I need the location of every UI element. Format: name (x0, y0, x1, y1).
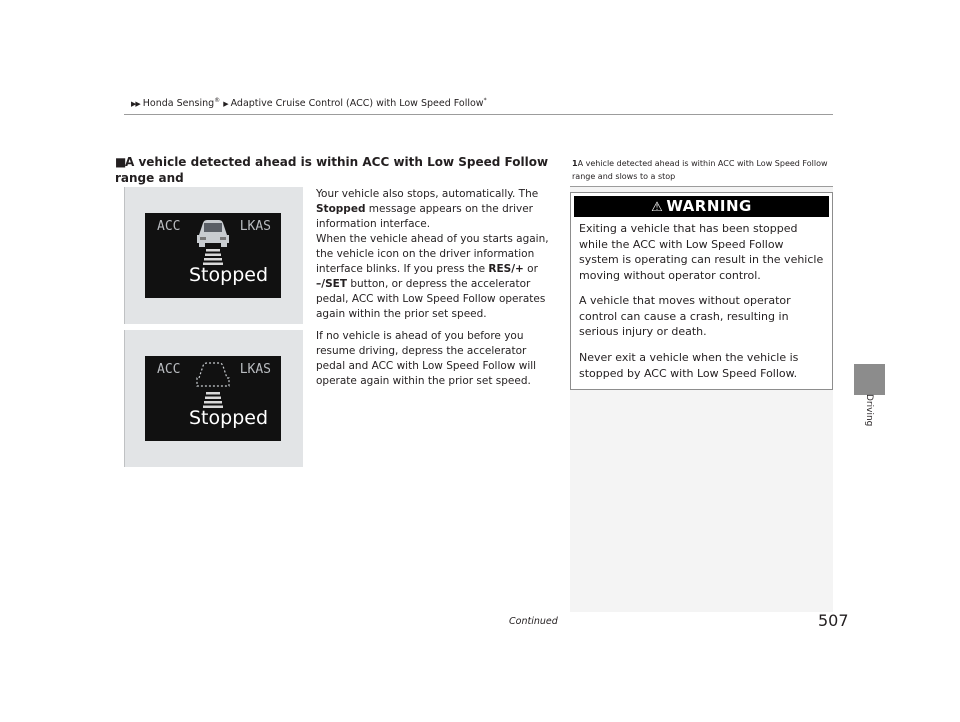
display-image-vehicle-detected (124, 187, 303, 324)
display-image-no-vehicle (124, 330, 303, 467)
panel-border (124, 330, 125, 467)
sidebar-reference: 1A vehicle detected ahead is within ACC with Low Speed Follow range and slows to a stop (572, 159, 828, 181)
driver-info-screen (145, 213, 281, 298)
breadcrumb (131, 97, 487, 109)
breadcrumb-item-2[interactable]: Adaptive Cruise Control (ACC) with Low Speed Follow (230, 98, 484, 110)
breadcrumb-item-1[interactable]: Honda Sensing (142, 98, 215, 110)
breadcrumb-arrow-icon: ▶ (223, 100, 228, 109)
vehicle-outline-icon (189, 356, 237, 408)
lkas-indicator: LKAS (239, 219, 271, 234)
reg-mark: ® (214, 97, 221, 104)
lkas-indicator: LKAS (239, 362, 271, 377)
warning-text-1: Exiting a vehicle that has been stopped while the ACC with Low Speed Follow system is operating can result in the vehicle moving without operator control. (579, 222, 824, 282)
panel-border (124, 187, 125, 324)
warning-text-2: A vehicle that moves without operator control can cause a crash, resulting in serious injury or death. (579, 294, 791, 338)
asterisk-mark: * (483, 97, 487, 104)
breadcrumb-arrow-icon: ▶▶ (131, 100, 140, 109)
acc-indicator: ACC (157, 219, 181, 234)
chapter-tab-label: Driving (864, 394, 874, 427)
warning-text-3: Never exit a vehicle when the vehicle is stopped by ACC with Low Speed Follow. (579, 351, 799, 380)
bullet-square-icon: ■ (115, 155, 127, 169)
vehicle-ahead-icon (189, 213, 237, 265)
stopped-message: Stopped (189, 264, 269, 286)
body-paragraph-2: If no vehicle is ahead of you before you resume driving, depress the accelerator pedal and ACC with Low Speed Follow will operate again within the prior set speed. (316, 330, 537, 387)
warning-box (570, 192, 833, 390)
reference-number: 1 (572, 159, 578, 168)
section-heading: ■A vehicle detected ahead is within ACC with Low Speed Follow range and (115, 155, 549, 185)
minus-set-term: –/SET (316, 278, 347, 290)
acc-indicator: ACC (157, 362, 181, 377)
stopped-message: Stopped (189, 407, 269, 429)
warning-triangle-icon: ⚠ (651, 200, 664, 215)
continued-label: Continued (509, 616, 558, 627)
header-divider (124, 114, 833, 115)
driver-info-screen (145, 356, 281, 441)
page-number: 507 (818, 611, 849, 630)
stopped-term: Stopped (316, 203, 366, 215)
res-plus-term: RES/+ (488, 263, 524, 275)
body-paragraph-1: Your vehicle also stops, automatically. The Stopped message appears on the driver information interface. When the vehicle ahead of you starts again, the vehicle icon on the driver information interface blinks. If you press the RES/+ or –/SET button, or depress the accelerator pedal, ACC with Low Speed Follow operates again within the prior set speed. (316, 188, 549, 320)
chapter-tab[interactable] (854, 364, 885, 395)
warning-header: ⚠ WARNING (574, 196, 829, 217)
